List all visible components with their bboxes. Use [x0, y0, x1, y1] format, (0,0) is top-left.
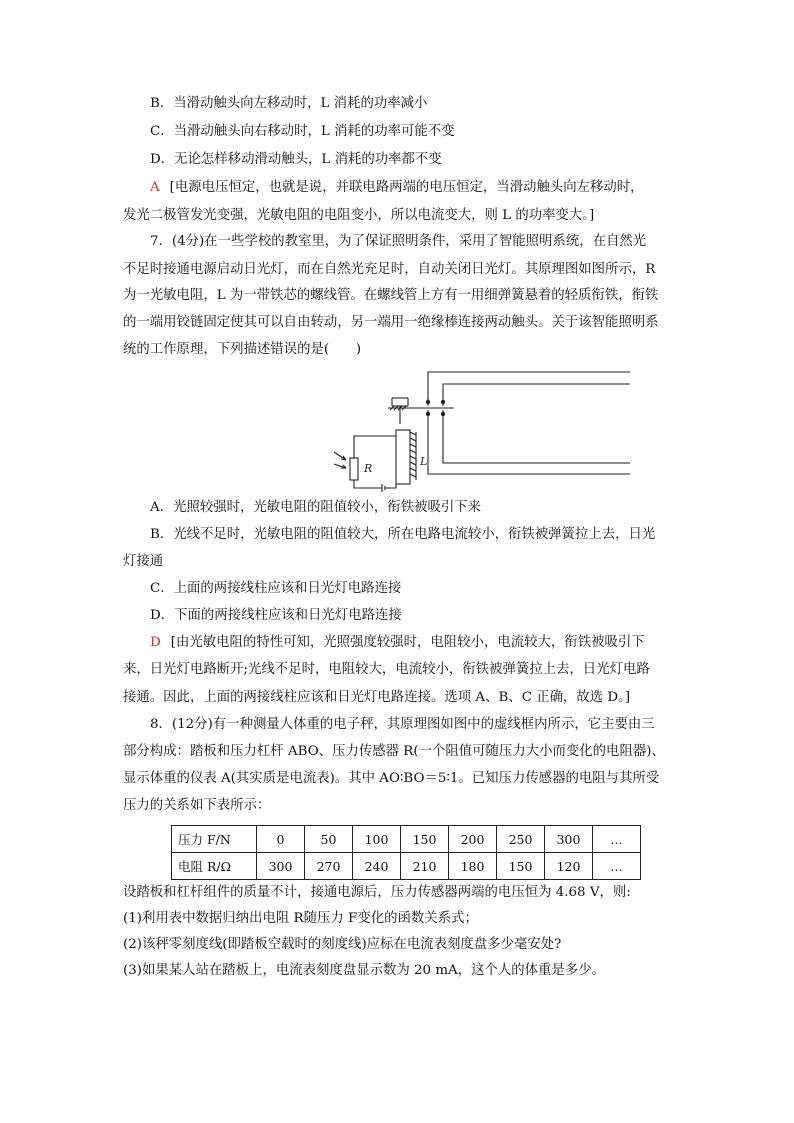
q7-stem-line-5: 统的工作原理，下列描述错误的是( ): [123, 342, 362, 357]
diagram-label-l: L: [420, 455, 428, 468]
table-cell: 200: [449, 826, 497, 853]
q6-answer-line-2: 发光二极管发光变强，光敏电阻的电阻变小，所以电流变大，则 L 的功率变大。]: [123, 208, 595, 223]
table-cell: 300: [257, 853, 305, 880]
q8-stem-line-2: 部分构成：踏板和压力杠杆 ABO、压力传感器 R(一个阻值可随压力大小而变化的电阻器)、: [123, 744, 665, 759]
q7-stem-line-3: 为一光敏电阻，L 为一带铁芯的螺线管。在螺线管上方有一用细弹簧悬着的轻质衔铁，衔铁: [123, 288, 659, 303]
table-cell: 150: [497, 853, 545, 880]
table-cell: 300: [545, 826, 593, 853]
table-head-pressure: 压力 F/N: [172, 826, 257, 853]
q7-option-b-line-2: 灯接通: [123, 554, 164, 569]
table-cell: 120: [545, 853, 593, 880]
smart-lighting-circuit-diagram: [330, 368, 630, 492]
q6-option-c: C．当滑动触头向右移动时，L 消耗的功率可能不变: [150, 124, 455, 139]
table-cell: 0: [257, 826, 305, 853]
table-cell: 100: [353, 826, 401, 853]
table-row-pressure: [172, 826, 641, 853]
q8-subquestion-3: (3)如果某人站在踏板上，电流表刻度盘显示数为 20 mA，这个人的体重是多少。: [123, 963, 605, 978]
q8-after-table-line: 设踏板和杠杆组件的质量不计，接通电源后，压力传感器两端的电压恒为 4.68 V，则:: [123, 885, 631, 900]
table-head-resistance: 电阻 R/Ω: [172, 853, 257, 880]
q6-option-d: D．无论怎样移动滑动触头，L 消耗的功率都不变: [150, 152, 442, 167]
q7-stem-line-2: 不足时接通电源启动日光灯，而在自然光充足时，自动关闭日光灯。其原理图如图所示，R: [123, 262, 656, 277]
pressure-resistance-table: [171, 825, 641, 880]
q6-answer-line-1: [150, 178, 644, 198]
q7-option-c: C．上面的两接线柱应该和日光灯电路连接: [150, 581, 402, 596]
q8-stem-line-1: 8．(12分)有一种测量人体重的电子秤，其原理图如图中的虚线框内所示，它主要由三: [150, 717, 655, 732]
q8-subquestion-1: (1)利用表中数据归纳出电阻 R随压力 F变化的函数关系式；: [123, 911, 478, 926]
q6-option-b: B．当滑动触头向左移动时，L 消耗的功率减小: [150, 96, 428, 111]
table-cell: 50: [305, 826, 353, 853]
table-cell: 270: [305, 853, 353, 880]
q7-stem-line-1: 7．(4分)在一些学校的教室里，为了保证照明条件，采用了智能照明系统，在自然光: [150, 234, 647, 249]
q7-stem-line-4: 的一端用铰链固定使其可以自由转动，另一端用一绝缘棒连接两动触头。关于该智能照明系: [123, 315, 659, 330]
q8-stem-line-3: 显示体重的仪表 A(其实质是电流表)。其中 AO∶BO＝5∶1。已知压力传感器的电阻与其所受: [123, 771, 660, 786]
q7-option-d: D．下面的两接线柱应该和日光灯电路连接: [150, 608, 402, 623]
table-cell: 180: [449, 853, 497, 880]
q8-stem-line-4: 压力的关系如下表所示：: [123, 798, 271, 813]
q6-answer-text-1: [电源电压恒定，也就是说，并联电路两端的电压恒定，当滑动触头向左移动时，: [169, 180, 644, 195]
q7-option-b-line-1: B．光线不足时，光敏电阻的阻值较大，所在电路电流较小，衔铁被弹簧拉上去，日光: [150, 527, 656, 542]
q7-answer-line-1: [150, 633, 645, 653]
table-cell: 150: [401, 826, 449, 853]
table-cell: …: [593, 853, 641, 880]
table-cell: 210: [401, 853, 449, 880]
table-row-resistance: [172, 853, 641, 880]
q7-answer-line-2: 来，日光灯电路断开;光线不足时，电阻较大，电流较小，衔铁被弹簧拉上去，日光灯电路: [123, 662, 650, 677]
table-cell: …: [593, 826, 641, 853]
table-cell: 240: [353, 853, 401, 880]
q7-answer-text-1: [由光敏电阻的特性可知，光照强度较强时，电阻较小，电流较大，衔铁被吸引下: [170, 635, 645, 650]
q7-answer-letter: D: [150, 635, 161, 650]
q8-subquestion-2: (2)该秤零刻度线(即踏板空载时的刻度线)应标在电流表刻度盘多少毫安处?: [123, 937, 562, 952]
q7-answer-line-3: 接通。因此，上面的两接线柱应该和日光灯电路连接。选项 A、B、C 正确，故选 D。]: [123, 690, 631, 705]
table-cell: 250: [497, 826, 545, 853]
diagram-label-r: R: [364, 462, 373, 475]
q6-answer-letter: A: [150, 180, 160, 195]
q7-option-a: A．光照较强时，光敏电阻的阻值较小，衔铁被吸引下来: [150, 500, 482, 515]
